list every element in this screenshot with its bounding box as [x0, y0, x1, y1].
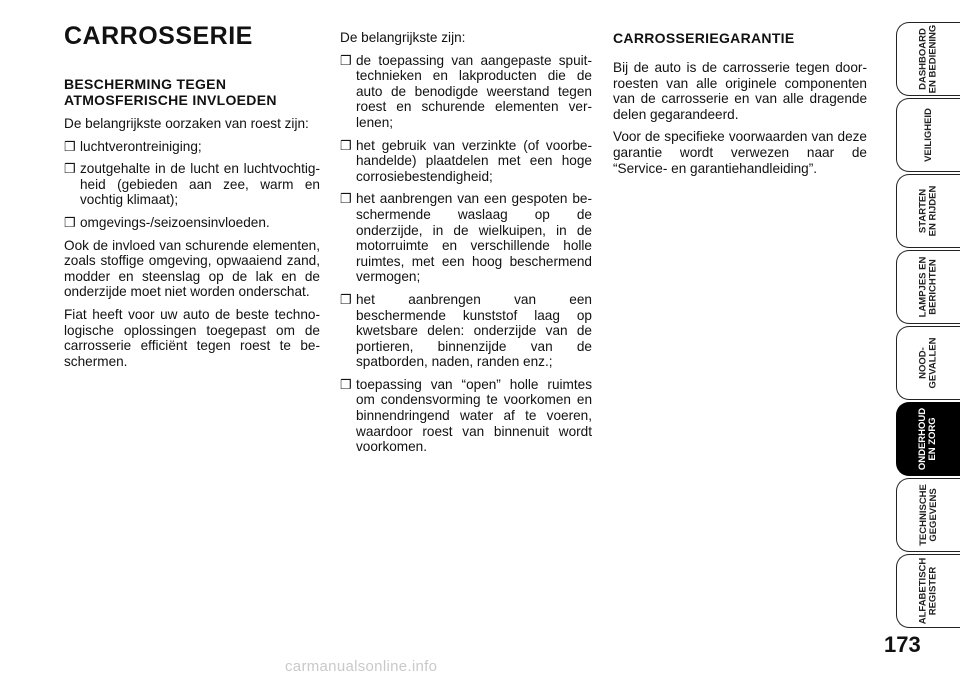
checkbox-bullet-icon: ❒: [64, 138, 76, 154]
paragraph: Voor de specifieke voorwaarden van deze garantie wordt verwezen naar de “Service- en garantiehandleiding”.: [613, 129, 867, 176]
intro-text: De belangrijkste zijn:: [340, 30, 466, 45]
checkbox-bullet-icon: ❒: [340, 376, 352, 392]
paragraph: Ook de invloed van schurende elementen, zoals stoffige omgeving, opwaaiend zand, modder en steenslag op de lak en de onderzijde moet niet worden onderschat.: [64, 237, 320, 300]
tab-dashboard[interactable]: DASHBOARD EN BEDIENING: [896, 22, 960, 96]
intro-text: De belangrijkste oorzaken van roest zijn:: [64, 116, 309, 131]
page-title: CARROSSERIE: [64, 22, 253, 50]
tab-index[interactable]: ALFABETISCH REGISTER: [896, 554, 960, 628]
list-item: ❒ luchtverontreiniging;: [64, 138, 202, 154]
checkbox-bullet-icon: ❒: [340, 291, 352, 307]
page-number: 173: [884, 632, 921, 657]
tab-starting-driving[interactable]: STARTEN EN RIJDEN: [896, 174, 960, 248]
section-heading-atmospheric: BESCHERMING TEGEN ATMOSFERISCHE INVLOEDEN: [64, 76, 277, 108]
list-item: ❒ toepassing van “open” holle ruimtes om condensvorming te voorkomen en binnendringend water af te voeren, waardoor roest van binnenuit wordt voorkomen.: [340, 376, 592, 455]
column-middle: [340, 30, 592, 462]
column-left: [64, 76, 320, 376]
checkbox-bullet-icon: ❒: [340, 191, 352, 207]
checkbox-bullet-icon: ❒: [340, 52, 352, 68]
list-item: ❒ het aanbrengen van een gespoten beschermende waslaag op de onderzijde, in de wielkuipen, in de motorruimte en verschillende holle ruimtes, met een hoog beschermend vermogen;: [340, 191, 592, 285]
list-item: ❒ het gebruik van verzinkte (of voorbehandelde) plaatdelen met een hoge corrosiebestendigheid;: [340, 137, 592, 184]
list-item: ❒ omgevings-/seizoensinvloeden.: [64, 214, 270, 230]
tab-warning-lights[interactable]: LAMPJES EN BERICHTEN: [896, 250, 960, 324]
list-item: ❒ het aanbrengen van een beschermende kunststof laag op kwetsbare delen: onderzijde van de portieren, binnenzijde van de spatborden, naden, randen enz.;: [340, 291, 592, 370]
tab-technical-data[interactable]: TECHNISCHE GEGEVENS: [896, 478, 960, 552]
checkbox-bullet-icon: ❒: [340, 137, 352, 153]
paragraph: Bij de auto is de carrosserie tegen doorroesten van alle originele componenten van de carrosserie en van alle dragende delen gegarandeerd.: [613, 60, 867, 122]
section-heading-warranty: CARROSSERIEGARANTIE: [613, 30, 795, 46]
list-item: ❒ zoutgehalte in de lucht en luchtvochtigheid (gebieden aan zee, warm en vochtig klimaat);: [64, 161, 320, 208]
tab-maintenance[interactable]: ONDERHOUD EN ZORG: [896, 402, 960, 476]
watermark: carmanualsonline.info: [285, 658, 438, 675]
tab-safety[interactable]: VEILIGHEID: [896, 98, 960, 172]
tab-emergencies[interactable]: NOOD- GEVALLEN: [896, 326, 960, 400]
paragraph: Fiat heeft voor uw auto de beste technologische oplossingen toegepast om de carrosserie efficiënt tegen roest te beschermen.: [64, 306, 320, 369]
column-right: [613, 30, 867, 183]
checkbox-bullet-icon: ❒: [64, 214, 76, 230]
list-item: ❒ de toepassing van aangepaste spuittechnieken en lakproducten die de auto de benodigde weerstand tegen roest en schurende elementen verlenen;: [340, 52, 592, 130]
checkbox-bullet-icon: ❒: [64, 161, 76, 177]
